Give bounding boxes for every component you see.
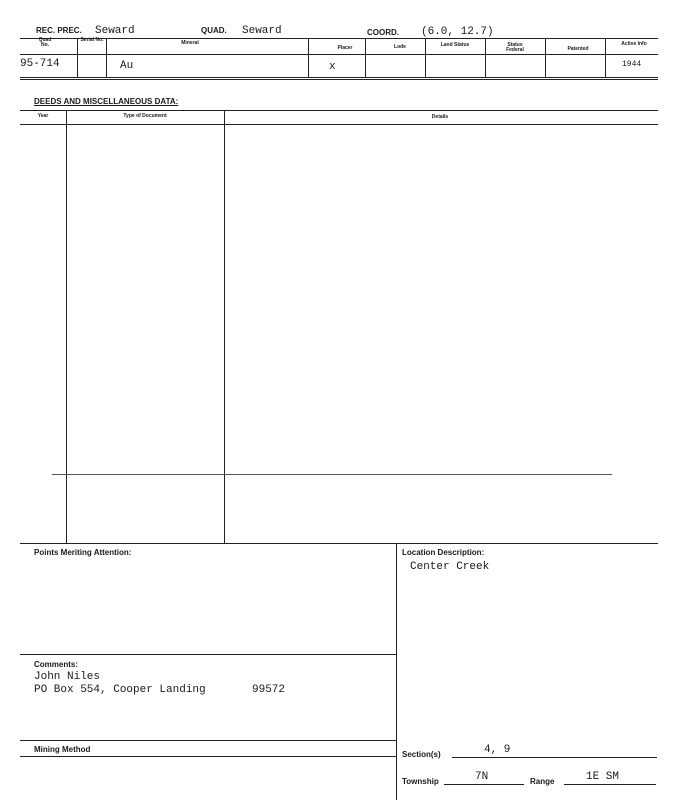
quad-value: Seward [242,25,282,37]
deeds-divider-type [224,110,225,543]
col-quad-no: Quad No. [38,37,52,48]
sections-underline [452,757,657,758]
coord-value: (6.0, 12.7) [421,26,494,38]
claim-bottom-rule [20,77,658,78]
comments-zip: 99572 [252,684,286,696]
rec-prec-value: Seward [95,25,135,37]
active-value: 1944 [622,60,642,69]
claim-divider [425,38,426,78]
col-year: Year [37,113,49,119]
range-value: 1E SM [586,771,620,783]
mining-method-label: Mining Method [34,745,91,754]
claim-header-rule [20,54,658,55]
deeds-bottom-rule [20,543,658,544]
col-details: Details [431,114,449,120]
mining-method-rule [20,756,396,757]
deeds-title: DEEDS AND MISCELLANEOUS DATA: [34,97,179,106]
claim-divider [485,38,486,78]
col-patented: Patented [567,46,589,52]
col-status-federal: Status Federal [506,42,524,53]
claim-divider [605,38,606,78]
lower-center-divider [396,543,397,800]
claim-divider [106,38,107,78]
sections-value: 4, 9 [484,744,511,756]
claim-divider [365,38,366,78]
comments-address: PO Box 554, Cooper Landing [34,684,206,696]
township-label: Township [402,777,439,786]
range-label: Range [530,777,555,786]
township-underline [444,784,524,785]
comments-name: John Niles [34,671,101,683]
col-mineral: Mineral [181,40,199,46]
coord-label: COORD. [367,28,399,37]
location-description-value: Center Creek [410,561,490,573]
claim-divider [77,38,78,78]
col-placer: Placer [337,45,353,51]
col-serial-no: Serial No. [80,37,104,43]
sections-label: Section(s) [402,750,441,759]
comments-label: Comments: [34,660,79,669]
range-underline [564,784,656,785]
quad-no-value: 95-714 [20,58,60,70]
deeds-top-rule [20,110,658,111]
header-rule [20,38,658,39]
claim-divider [545,38,546,78]
township-value: 7N [475,771,489,783]
col-type-of-document: Type of Document [123,113,167,119]
mineral-value: Au [120,60,134,72]
placer-value: x [329,61,336,73]
col-land-status: Land Status [440,42,470,48]
col-active-info: Active Info [621,41,647,47]
points-meriting-attention-label: Points Meriting Attention: [34,548,132,557]
comments-top-rule [20,654,396,655]
location-description-label: Location Description: [402,548,485,557]
mining-method-top-rule [20,740,396,741]
rec-prec-label: REC. PREC. [36,26,82,35]
col-lode: Lode [394,44,406,50]
quad-label: QUAD. [201,26,227,35]
claim-bottom-rule-2 [20,79,658,80]
deeds-divider-year [66,110,67,543]
deeds-header-rule [20,124,658,125]
deeds-fold-line [52,474,612,475]
claim-divider [308,38,309,78]
